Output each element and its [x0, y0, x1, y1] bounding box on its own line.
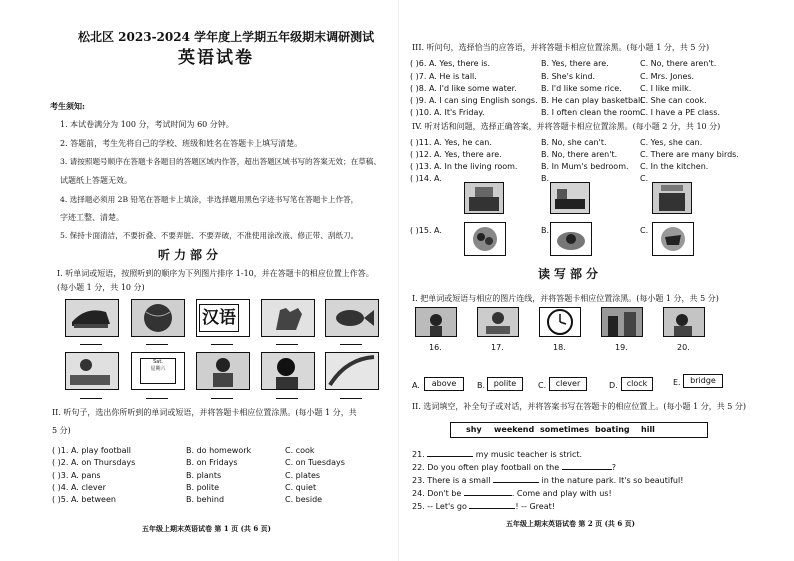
paper-title: 英语试卷: [178, 48, 254, 68]
option-8b: B. I'd like some rice.: [541, 84, 622, 93]
question-2: ( )2. A. on Thursdays: [52, 458, 136, 467]
option-3b: B. plants: [186, 471, 222, 480]
picture-chinese: [196, 299, 250, 337]
question-1: ( )1. A. play football: [52, 446, 132, 455]
word-letter-d: D.: [609, 381, 618, 390]
option-4c: C. quiet: [285, 483, 317, 492]
notice-heading: 考生须知:: [50, 101, 85, 111]
question-15: ( )15. A.: [410, 226, 442, 235]
notice-1: 1. 本试卷满分为 100 分，考试时间为 60 分钟。: [60, 120, 234, 129]
picture-number-19: 19.: [615, 343, 628, 352]
q15-picture-b: [550, 222, 592, 256]
page-divider: [398, 0, 399, 561]
question-9: ( )9. A. I can sing English songs.: [410, 96, 538, 105]
q21-text-end: my music teacher is strict.: [473, 450, 583, 459]
q24-blank[interactable]: [464, 495, 512, 496]
option-2c: C. on Tuesdays: [285, 458, 345, 467]
reading-2-instruction: II. 选词填空，补全句子或对话，并将答案书写在答题卡的相应位置上。(每小题 1 分，共 5 分): [412, 402, 746, 411]
picture-number-20: 20.: [677, 343, 690, 352]
notice-4-cont: 字迹工整、清楚。: [60, 213, 124, 222]
option-1b: B. do homework: [186, 446, 252, 455]
q25-text-end: ! -- Great!: [515, 502, 555, 511]
option-6b: B. Yes, there are.: [541, 59, 609, 68]
notice-4: 4. 选择题必须用 2B 铅笔在答题卡上填涂，非选择题用黑色字迹书写笔在答题卡上作答，: [60, 195, 359, 204]
answer-blank: [276, 398, 298, 399]
question-8: ( )8. A. I'd like some water.: [410, 84, 517, 93]
word-letter-e: E.: [673, 378, 681, 387]
word-box-above: above: [424, 377, 464, 391]
question-21: [412, 450, 582, 460]
q21-blank[interactable]: [427, 456, 473, 457]
picture-girl: [261, 352, 315, 390]
option-13c: C. In the kitchen.: [640, 162, 709, 171]
picture-18-clock: [539, 307, 581, 337]
picture-chinese-text: 汉语: [199, 304, 239, 332]
answer-blank: [340, 344, 362, 345]
answer-blank: [80, 398, 102, 399]
word-box-clever: clever: [549, 377, 587, 391]
option-9c: C. She can cook.: [640, 96, 707, 105]
word-bank-shy: shy: [466, 425, 482, 434]
q24-text-end: . Come and play with us!: [511, 489, 612, 498]
option-7c: C. Mrs. Jones.: [640, 72, 695, 81]
right-page: [400, 0, 794, 561]
answer-blank: [80, 344, 102, 345]
option-14c: C.: [640, 174, 649, 183]
question-12: ( )12. A. Yes, there are.: [410, 150, 502, 159]
picture-piano: [65, 299, 119, 337]
q14-picture-b: [550, 182, 590, 214]
picture-number-16: 16.: [429, 343, 442, 352]
option-9b: B. He can play basketball.: [541, 96, 645, 105]
question-25: [412, 502, 555, 512]
question-24: [412, 489, 612, 499]
option-10c: C. I have a PE class.: [640, 108, 721, 117]
option-1c: C. cook: [285, 446, 315, 455]
answer-blank: [276, 344, 298, 345]
picture-ball: [131, 299, 185, 337]
listening-3-instruction: III. 听问句，选择恰当的应答语，并将答题卡相应位置涂黑。(每小题 1 分，共 5 分): [412, 43, 710, 52]
notice-2: 2. 答题前，考生先将自己的学校、班级和姓名在答题卡上填写清楚。: [60, 139, 303, 148]
q15-picture-a: [464, 222, 506, 256]
answer-blank: [211, 398, 233, 399]
picture-washing: [65, 352, 119, 390]
word-bank-weekend: weekend: [494, 425, 535, 434]
calendar-text: Sat. 星期六: [140, 358, 176, 384]
q24-text-start: 24. Don't be: [412, 489, 464, 498]
option-3c: C. plates: [285, 471, 321, 480]
listening-2-score: 5 分): [52, 426, 71, 435]
question-10: ( )10. A. It's Friday.: [410, 108, 485, 117]
option-4b: B. polite: [186, 483, 220, 492]
picture-slide: [325, 352, 379, 390]
option-15c: C.: [640, 226, 649, 235]
question-7: ( )7. A. He is tall.: [410, 72, 477, 81]
option-6c: C. No, there aren't.: [640, 59, 717, 68]
answer-blank: [146, 344, 168, 345]
listening-4-instruction: IV. 听对话和问题，选择正确答案，并将答题卡相应位置涂黑。(每小题 2 分，共 10 分): [412, 122, 721, 131]
reading-writing-title: 读写部分: [538, 267, 603, 281]
question-11: ( )11. A. Yes, he can.: [410, 138, 492, 147]
reading-1-instruction: I. 把单词或短语与相应的图片连线，并将答题卡相应位置涂黑。(每小题 1 分，共 5 分): [412, 294, 719, 303]
option-8c: C. I like milk.: [640, 84, 692, 93]
word-box-polite: polite: [487, 377, 523, 391]
option-13b: B. In Mum's bedroom.: [541, 162, 629, 171]
q15-picture-c: [652, 222, 694, 256]
picture-16: [415, 307, 457, 337]
q25-blank[interactable]: [469, 508, 515, 509]
page-footer-1: 五年级上期末英语试卷 第 1 页 (共 6 页): [142, 524, 271, 533]
option-11b: B. No, she can't.: [541, 138, 607, 147]
question-14: ( )14. A.: [410, 174, 442, 183]
page-footer-2: 五年级上期末英语试卷 第 2 页 (共 6 页): [506, 519, 635, 528]
q21-text-start: 21.: [412, 450, 428, 459]
question-4: ( )4. A. clever: [52, 483, 106, 492]
q14-picture-c: [652, 182, 692, 214]
answer-blank: [211, 344, 233, 345]
option-15b: B.: [541, 226, 550, 235]
word-bank-boating: boating: [595, 425, 630, 434]
q23-blank[interactable]: [493, 482, 539, 483]
q14-picture-a: [464, 182, 504, 214]
picture-calendar: [131, 352, 185, 390]
listening-1-instruction: I. 听单词或短语，按照听到的顺序为下列图片排序 1-10，并在答题卡的相应位置上作答。: [57, 269, 374, 278]
q22-text-end: ?: [611, 463, 616, 472]
notice-3: 3. 请按照题号顺序在答题卡各题目的答题区域内作答，超出答题区域书写的答案无效；在草稿、: [60, 157, 381, 166]
listening-section-title: 听力部分: [158, 248, 223, 262]
picture-fish: [325, 299, 379, 337]
picture-19: [601, 307, 643, 337]
notice-5: 5. 保持卡面清洁，不要折叠、不要弄脏、不要弄破，不准使用涂改液、修正带、刮纸刀。: [60, 231, 359, 240]
exam-title: 松北区 2023-2024 学年度上学期五年级期末调研测试: [78, 30, 375, 44]
question-13: ( )13. A. In the living room.: [410, 162, 518, 171]
option-2b: B. on Fridays: [186, 458, 238, 467]
question-6: ( )6. A. Yes, there is.: [410, 59, 491, 68]
word-bank-hill: hill: [641, 425, 655, 434]
word-bank-sometimes: sometimes: [540, 425, 590, 434]
q25-text-start: 25. -- Let's go: [412, 502, 470, 511]
picture-20: [663, 307, 705, 337]
picture-number-17: 17.: [491, 343, 504, 352]
option-10b: B. I often clean the room.: [541, 108, 643, 117]
picture-boy-reading: [196, 352, 250, 390]
question-22: [412, 463, 616, 473]
question-23: [412, 476, 683, 486]
option-5b: B. behind: [186, 495, 225, 504]
picture-hand: [261, 299, 315, 337]
notice-3-cont: 试题纸上答题无效。: [60, 176, 132, 185]
option-7b: B. She's kind.: [541, 72, 596, 81]
question-5: ( )5. A. between: [52, 495, 116, 504]
picture-number-18: 18.: [553, 343, 566, 352]
question-3: ( )3. A. pans: [52, 471, 101, 480]
q23-text-start: 23. There is a small: [412, 476, 493, 485]
option-11c: C. Yes, she can.: [640, 138, 703, 147]
listening-2-instruction: II. 听句子，选出你所听到的单词或短语，并将答题卡相应位置涂黑。(每小题 1 分，共: [52, 408, 357, 417]
q22-text-start: 22. Do you often play football on the: [412, 463, 562, 472]
word-box-bridge: bridge: [683, 374, 723, 388]
option-14b: B.: [541, 174, 550, 183]
word-letter-b: B.: [477, 381, 486, 390]
answer-blank: [340, 398, 362, 399]
word-letter-a: A.: [412, 381, 420, 390]
answer-blank: [146, 398, 168, 399]
word-letter-c: C.: [538, 381, 547, 390]
option-5c: C. beside: [285, 495, 323, 504]
q23-text-end: in the nature park. It's so beautiful!: [538, 476, 684, 485]
q22-blank[interactable]: [562, 469, 612, 470]
picture-17: [477, 307, 519, 337]
listening-1-score: (每小题 1 分，共 10 分): [57, 283, 145, 292]
option-12c: C. There are many birds.: [640, 150, 739, 159]
option-12b: B. No, there aren't.: [541, 150, 618, 159]
word-box-clock: clock: [621, 377, 653, 391]
